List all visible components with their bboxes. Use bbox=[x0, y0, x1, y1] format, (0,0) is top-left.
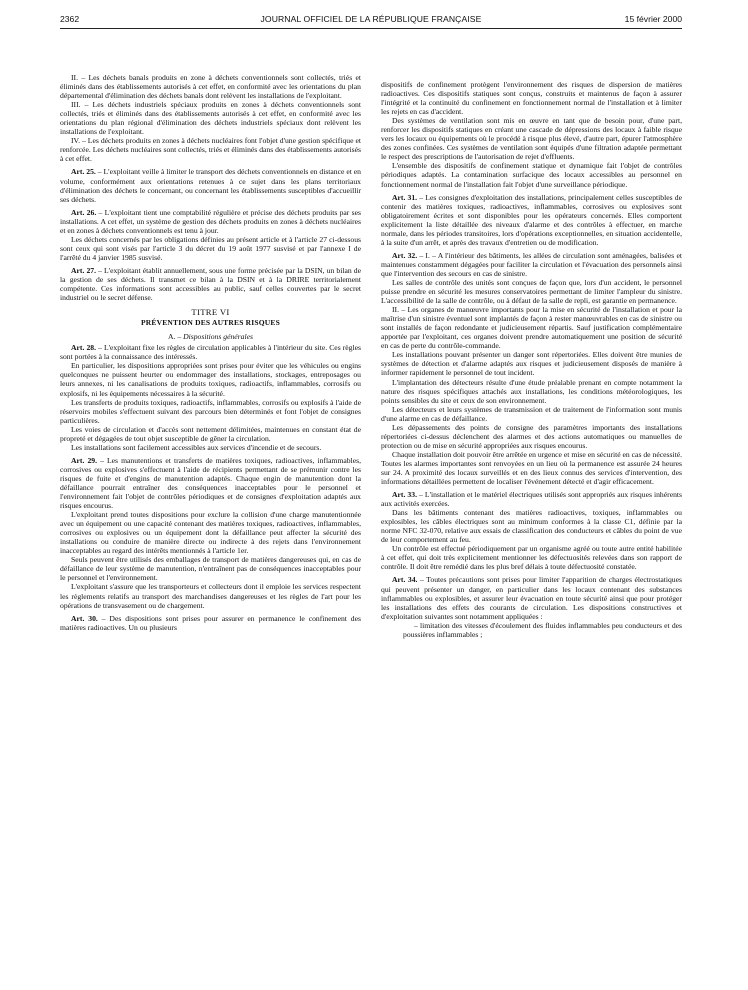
article-29: Art. 29. – Les manutentions et transferts de matières toxiques, radioactives, inflammables, corrosives ou explosives s'effectuent à l'aide de récipients permettant de se prémunir contre les risques de fuite et d'engins de manutention adaptés. Chaque engin de manutention dont la défaillance pourrait entraîner des conséquences inacceptables pour le personnel et l'environnement fait l'objet de contrôles périodiques et de consignes d'exploitation adaptés aux risques encourus. bbox=[60, 455, 361, 511]
paragraph: Les installations pouvant présenter un danger sont répertoriées. Elles doivent être munies de systèmes de détection et d'alarme adaptés aux risques et judicieusement disposés de manière à informer rapidement le personnel de tout incident. bbox=[381, 350, 682, 378]
paragraph: L'exploitant prend toutes dispositions pour exclure la collision d'une charge manutentionnée avec un équipement ou une capacité contenant des matières toxiques, radioactives, inflammables, corrosives ou explosives ou un équipement dont la défaillance peut affecter la sécurité des installations ou conduire de manière directe ou indirecte à des rejets dans l'environnement inacceptables au regard des intérêts mentionnés à l'article 1er. bbox=[60, 510, 361, 556]
article-label: Art. 26. bbox=[71, 207, 97, 217]
paragraph: II. – Les organes de manœuvre importants pour la mise en sécurité de l'installation et pour la maîtrise d'un sinistre éventuel sont implantés de façon à rester manœuvrables en cas de sinistre ou sont installés de façon redondante et judicieusement répartis. Sauf justification complémentaire apportée par l'exploitant, ces organes doivent prendre automatiquement une position de sécurité en cas de perte du contrôle-commande. bbox=[381, 305, 682, 351]
paragraph: En particulier, les dispositions appropriées sont prises pour éviter que les véhicules ou engins quelconques ne puissent heurter ou endommager des installations, stockages, entreposages ou leurs annexes, ni les canalisations de produits toxiques, radioactifs, inflammables, corrosifs ou explosifs, ni les équipements nécessaires à la sécurité. bbox=[60, 361, 361, 398]
paragraph: Les détecteurs et leurs systèmes de transmission et de traitement de l'information sont munis d'une alarme en cas de défaillance. bbox=[381, 404, 682, 423]
paragraph: Dans les bâtiments contenant des matières radioactives, toxiques, inflammables ou explosibles, les câbles électriques sont au minimum conformes à la classe C1, définie par la norme NFC 32-070, relative aux essais de classification des conducteurs et câbles du point de vue de leur comportement au feu. bbox=[381, 508, 682, 545]
right-column bbox=[381, 80, 682, 639]
paragraph: dispositifs de confinement protègent l'environnement des risques de dispersion de matières radioactives. Ces dispositifs statiques sont conçus, construits et maintenus de façon à assurer l'intégrité et la continuité du confinement en fonctionnement normal de l'installation et à limiter les rejets en cas d'accident. bbox=[381, 80, 682, 117]
article-label: Art. 32. bbox=[392, 250, 418, 260]
article-label: Art. 30. bbox=[71, 613, 98, 623]
list-item: – limitation des vitesses d'écoulement des fluides inflammables peu conducteurs et des poussières inflammables ; bbox=[403, 620, 682, 639]
paragraph: Les salles de contrôle des unités sont conçues de façon que, lors d'un accident, le personnel puisse prendre en sécurité les mesures conservatoires permettant de limiter l'ampleur du sinistre. L'accessibilité de la salle de contrôle, ou à défaut de la salle de repli, est garantie en permanence. bbox=[381, 277, 682, 306]
article-label: Art. 27. bbox=[71, 265, 97, 275]
header-rule bbox=[60, 28, 682, 29]
article-label: Art. 31. bbox=[392, 192, 418, 202]
page-number: 2362 bbox=[60, 14, 80, 24]
paragraph: Chaque installation doit pouvoir être arrêtée en urgence et mise en sécurité en cas de nécessité. Toutes les alarmes importantes sont renvoyées en un lieu où la permanence est assurée 24 heures sur 24. A proximité des locaux surveillés et en des lieux connus des services d'intervention, des informations détaillées permettent de localiser l'événement détecté et d'agir efficacement. bbox=[381, 449, 682, 487]
paragraph: L'ensemble des dispositifs de confinement statique et dynamique fait l'objet de contrôles périodiques adaptés. La contamination surfacique des locaux accessibles au personnel en fonctionnement normal de l'installation fait l'objet d'une surveillance périodique. bbox=[381, 161, 682, 189]
paragraph: L'implantation des détecteurs résulte d'une étude préalable prenant en compte notamment la nature des risques spécifiques attachés aux installations, les conditions météorologiques, les points sensibles du site et ceux de son environnement. bbox=[381, 377, 682, 405]
article-32: Art. 32. – I. – A l'intérieur des bâtiments, les allées de circulation sont aménagées, balisées et maintenues constamment dégagées pour faciliter la circulation et l'évacuation des personnels ainsi que l'intervention des secours en cas de sinistre. bbox=[381, 250, 682, 278]
article-label: Art. 25. bbox=[71, 167, 96, 177]
journal-title: JOURNAL OFFICIEL DE LA RÉPUBLIQUE FRANÇAISE bbox=[260, 14, 482, 24]
article-label: Art. 28. bbox=[71, 343, 96, 353]
article-31: Art. 31. – Les consignes d'exploitation des installations, principalement celles susceptibles de contenir des matières toxiques, radioactives, inflammables, corrosives ou explosives sont obligatoirement écrites et sont disponibles pour les opérateurs concernés. Elles comportent explicitement la liste détaillée des niveaux d'alarme et des contrôles à effectuer, en marche normale, dans les périodes transitoires, lors d'opérations exceptionnelles, en situation accidentelle, à la suite d'un arrêt, et après des travaux d'entretien ou de modification. bbox=[381, 192, 682, 247]
article-30: Art. 30. – Des dispositions sont prises pour assurer en permanence le confinement des matières radioactives. Un ou plusieurs bbox=[60, 613, 361, 632]
paragraph: Les déchets concernés par les obligations définies au présent article et à l'article 27 ci-dessous sont ceux qui sont visés par l'article 3 du décret du 19 août 1977 susvisé et par l'annexe I de l'arrêté du 4 janvier 1985 susvisé. bbox=[60, 234, 361, 262]
paragraph: Des systèmes de ventilation sont mis en œuvre en tant que de besoin pour, d'une part, renforcer les dispositifs statiques en créant une cascade de dépressions des locaux à faible risque vers les locaux ou équipements où le procédé à risque plus élevé, d'autre part, épurer l'atmosphère des zones confinées. Ces systèmes de ventilation sont équipés d'une filtration adaptée permettant le respect des prescriptions de l'autorisation de rejet d'effluents. bbox=[381, 116, 682, 162]
article-34: Art. 34. – Toutes précautions sont prises pour limiter l'apparition de charges électrostatiques qui peuvent présenter un danger, en particulier dans les locaux contenant des substances inflammables ou explosibles, et assurer leur évacuation en toute sécurité ainsi que pour protéger les installations des effets des courants de circulation. Les dispositions constructives et d'exploitation suivantes sont notamment appliquées : bbox=[381, 575, 682, 621]
article-label: Art. 33. bbox=[392, 490, 417, 500]
paragraph: Les voies de circulation et d'accès sont nettement délimitées, maintenues en constant état de propreté et dégagées de tout objet susceptible de gêner la circulation. bbox=[60, 424, 361, 443]
paragraph: Seuls peuvent être utilisés des emballages de transport de matières dangereuses qui, en cas de défaillance de leur système de manutention, n'entraînent pas de conséquences inacceptables pour le personnel et l'environnement. bbox=[60, 555, 361, 583]
article-28: Art. 28. – L'exploitant fixe les règles de circulation applicables à l'intérieur du site. Ces règles sont portées à la connaissance des intéressés. bbox=[60, 343, 361, 362]
paragraph: IV. – Les déchets produits en zones à déchets nucléaires font l'objet d'une gestion spécifique et renforcée. Les déchets nucléaires sont collectés, triés et éliminés dans des établissements autorisés à cet effet. bbox=[60, 136, 361, 164]
page-header bbox=[60, 14, 682, 28]
paragraph: II. – Les déchets banals produits en zone à déchets conventionnels sont collectés, triés et éliminés dans des établissements autorisés à cet effet, en conformité avec les orientations du plan départemental d'élimination des déchets banals dont relèvent les installations de l'exploitant. bbox=[60, 73, 361, 101]
title-heading: TITRE VI bbox=[191, 307, 230, 318]
article-label: Art. 34. bbox=[392, 575, 418, 585]
paragraph: L'exploitant s'assure que les transporteurs et collecteurs dont il emploie les services respectent les règlements relatifs au transport des marchandises dangereuses et les règles de l'art pour les opérations de transvasement ou de chargement. bbox=[60, 582, 361, 610]
article-25: Art. 25. – L'exploitant veille à limiter le transport des déchets conventionnels en distance et en volume, conformément aux orientations retenues à ce sujet dans les plans territoriaux d'élimination des déchets le concernant, ou concernant les établissements susceptibles d'accueillir ses déchets. bbox=[60, 167, 361, 204]
issue-date: 15 février 2000 bbox=[624, 14, 682, 24]
paragraph: Les dépassements des points de consigne des paramètres importants des installations répertoriées ci-dessus déclenchent des alarmes et des actions automatiques ou manuelles de protection ou de mise en sécurité appropriées aux risques encourus. bbox=[381, 422, 682, 450]
paragraph: Les transferts de produits toxiques, radioactifs, inflammables, corrosifs ou explosifs à l'aide de réservoirs mobiles s'effectuent suivant des parcours bien déterminés et font l'objet de consignes particulières. bbox=[60, 397, 361, 425]
article-27: Art. 27. – L'exploitant établit annuellement, sous une forme précisée par la DSIN, un bilan de la gestion de ses déchets. Il transmet ce bilan à la DSIN et à la DRIRE territorialement compétente. Ces informations sont accessibles au public, sauf celles couvertes par le secret industriel ou le secret défense. bbox=[60, 265, 361, 303]
left-column bbox=[60, 73, 361, 632]
paragraph: Les installations sont facilement accessibles aux services d'incendie et de secours. bbox=[71, 442, 322, 452]
paragraph: Un contrôle est effectué périodiquement par un organisme agréé ou toute autre entité habilitée à cet effet, qui doit très explicitement mentionner les défectuosités relevées dans son rapport de contrôle. Il doit être remédié dans les plus bref délais à toute défectuosité constatée. bbox=[381, 544, 682, 572]
section-heading: A. – Dispositions générales bbox=[168, 332, 253, 342]
paragraph: III. – Les déchets industriels spéciaux produits en zones à déchets conventionnels sont collectés, triés et éliminés dans des établissements autorisés à cet effet, en conformité avec les orientations du plan régional d'élimination des déchets industriels spéciaux dont relèvent les installations de l'exploitant. bbox=[60, 100, 361, 137]
article-label: Art. 29. bbox=[71, 455, 97, 465]
title-subheading: PRÉVENTION DES AUTRES RISQUES bbox=[141, 318, 280, 328]
article-33: Art. 33. – L'installation et le matériel électriques utilisés sont appropriés aux risques inhérents aux activités exercées. bbox=[381, 490, 682, 509]
article-26: Art. 26. – L'exploitant tient une comptabilité régulière et précise des déchets produits par ses installations. A cet effet, un système de gestion des déchets produits en zones à déchets nucléaires et en zones à déchets conventionnels est tenu à jour. bbox=[60, 207, 362, 235]
